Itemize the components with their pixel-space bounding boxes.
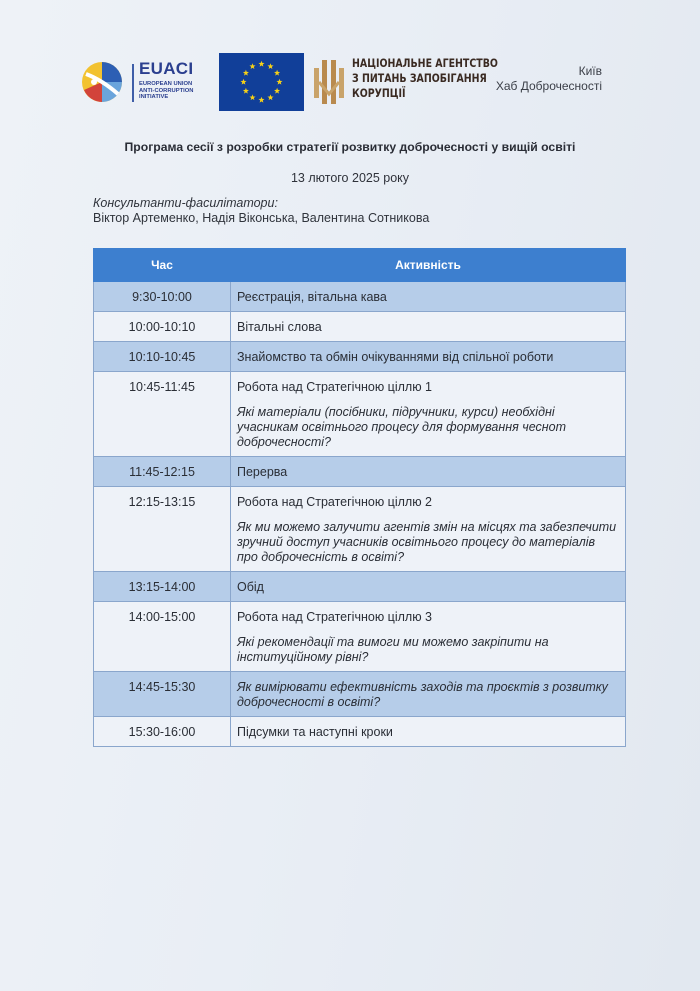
schedule-row (94, 717, 626, 747)
eu-stars-icon (219, 53, 304, 111)
schedule-row (94, 282, 626, 312)
time-column-header: Час (94, 249, 231, 282)
nazk-logo (312, 54, 498, 110)
consultants-names: Віктор Артеменко, Надія Віконська, Валентина Сотникова (93, 211, 430, 225)
schedule-guiding-question: Як ми можемо залучити агентів змін на місцях та забезпечити зручний доступ учасників освітнього процесу до матеріалів про доброчесність в освіті? (237, 520, 617, 564)
schedule-activity-cell (231, 717, 626, 747)
schedule-body (94, 282, 626, 747)
eu-star-icon (249, 63, 255, 69)
schedule-row (94, 457, 626, 487)
schedule-time: 11:45-12:15 (94, 457, 231, 487)
schedule-header-row (94, 249, 626, 282)
schedule-row (94, 372, 626, 457)
schedule-activity: Робота над Стратегічною ціллю 1 (237, 380, 433, 394)
schedule-time: 15:30-16:00 (94, 717, 231, 747)
eu-star-icon (249, 94, 255, 100)
schedule-guiding-question: Які матеріали (посібники, підручники, курси) необхідні учасникам освітнього процесу для формування чеснот доброчесності? (237, 405, 567, 449)
eu-star-icon (243, 88, 249, 94)
city-label: Київ (578, 64, 602, 78)
schedule-row (94, 312, 626, 342)
eu-star-icon (267, 94, 273, 100)
nazk-name: НАЦІОНАЛЬНЕ АГЕНТСТВО З ПИТАНЬ ЗАПОБІГАННЯ КОРУПЦІЇ (352, 56, 498, 100)
schedule-activity: Вітальні слова (237, 320, 322, 334)
schedule-activity-cell (231, 602, 626, 672)
schedule-activity-cell (231, 672, 626, 717)
eu-star-icon (274, 88, 280, 94)
schedule-activity-cell (231, 457, 626, 487)
schedule-guiding-question: Які рекомендації та вимоги ми можемо закріпити на інституційному рівні? (237, 635, 549, 664)
schedule-activity-cell (231, 372, 626, 457)
eu-star-icon (243, 70, 249, 76)
program-title: Програма сесії з розробки стратегії розвитку доброчесності у вищій освіті (124, 140, 576, 154)
schedule-row (94, 342, 626, 372)
schedule-time: 14:00-15:00 (94, 602, 231, 672)
activity-column-header: Активність (231, 249, 626, 282)
schedule-time: 10:10-10:45 (94, 342, 231, 372)
euaci-divider (132, 64, 134, 102)
schedule-activity-cell (231, 572, 626, 602)
schedule-activity: Робота над Стратегічною ціллю 2 (237, 495, 433, 509)
schedule-time: 10:45-11:45 (94, 372, 231, 457)
euaci-emblem-icon (80, 60, 124, 104)
consultants-label: Консультанти-фасилітатори: (93, 196, 278, 210)
schedule-table (93, 248, 626, 747)
eu-flag-logo (219, 53, 304, 111)
schedule-activity: Обід (237, 580, 264, 594)
eu-star-icon (267, 63, 273, 69)
euaci-logo (80, 58, 210, 106)
eu-star-icon (276, 79, 282, 85)
schedule-row (94, 672, 626, 717)
schedule-activity-cell (231, 342, 626, 372)
euaci-name: EUACI (139, 59, 194, 78)
schedule-activity: Реєстрація, вітальна кава (237, 290, 387, 304)
schedule-activity-cell (231, 282, 626, 312)
schedule-row (94, 572, 626, 602)
eu-star-icon (258, 97, 264, 103)
schedule-time: 14:45-15:30 (94, 672, 231, 717)
schedule-activity: Перерва (237, 465, 288, 479)
schedule-row (94, 487, 626, 572)
location-block (496, 64, 602, 94)
schedule-activity-cell (231, 487, 626, 572)
nazk-emblem-icon (312, 54, 346, 110)
schedule-activity: Знайомство та обмін очікуваннями від спільної роботи (237, 350, 554, 364)
schedule-time: 9:30-10:00 (94, 282, 231, 312)
schedule-time: 10:00-10:10 (94, 312, 231, 342)
schedule-activity: Як вимірювати ефективність заходів та проєктів з розвитку доброчесності в освіті? (237, 680, 608, 709)
eu-star-icon (274, 70, 280, 76)
eu-star-icon (258, 61, 264, 67)
schedule-activity-cell (231, 312, 626, 342)
euaci-subtitle: EUROPEAN UNION ANTI-CORRUPTION INITIATIVE (139, 81, 194, 101)
hub-label: Хаб Доброчесності (495, 79, 602, 93)
schedule-activity: Робота над Стратегічною ціллю 3 (237, 610, 433, 624)
program-date: 13 лютого 2025 року (290, 171, 410, 185)
eu-star-icon (240, 79, 246, 85)
schedule-time: 12:15-13:15 (94, 487, 231, 572)
schedule-time: 13:15-14:00 (94, 572, 231, 602)
schedule-row (94, 602, 626, 672)
schedule-activity: Підсумки та наступні кроки (237, 725, 393, 739)
